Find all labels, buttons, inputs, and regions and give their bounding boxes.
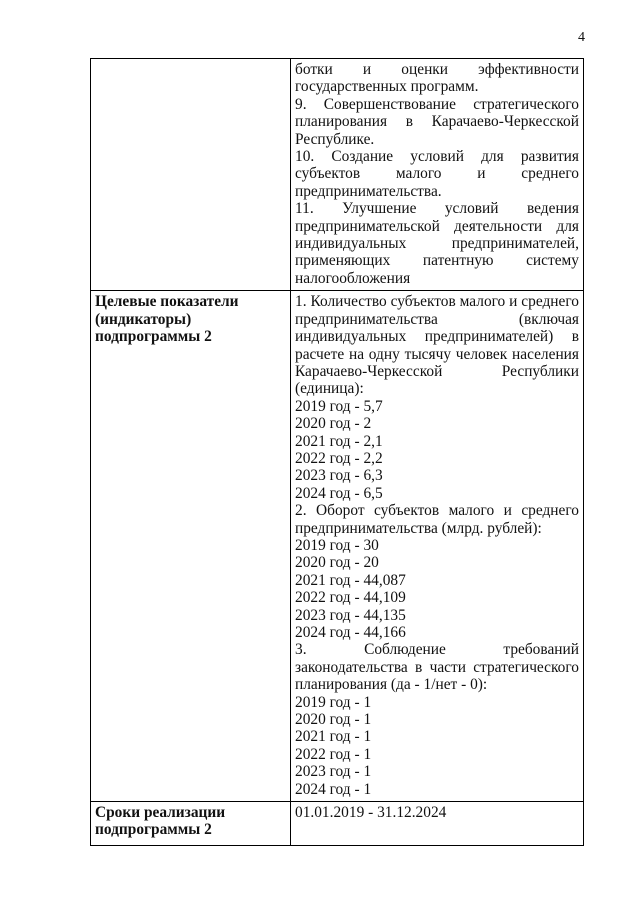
indicator-value: 2021 год - 44,087 [295,571,406,589]
indicator-value: 2022 год - 44,109 [295,589,406,607]
subprogram-passport-table [90,58,584,846]
indicator-value: 2020 год - 20 [295,554,379,572]
row-label-empty [91,59,291,291]
indicator-value: 2019 год - 1 [295,693,372,711]
row-label-timeline: Сроки реализации подпрограммы 2 [91,802,291,846]
task-item: 11. Улучшение условий ведения предпринимательской деятельности для индивидуальных предпринимателей, применяющих патентную систему налогообложения [295,200,579,287]
task-item: 9. Совершенствование стратегического планирования в Карачаево-Черкесской Республике. [295,95,579,148]
indicator-title: 1. Количество субъектов малого и среднего предпринимательства (включая индивидуальных предпринимателей) в расчете на одну тысячу человек населения Карачаево-Черкесской Республики (единица): [295,293,579,398]
indicator-value: 2024 год - 6,5 [295,484,383,502]
task-item: ботки и оценки эффективности государственных программ. [295,61,579,96]
table-row-timeline [91,802,584,846]
task-item: 10. Создание условий для развития субъектов малого и среднего предпринимательства. [295,148,579,200]
indicator-value: 2023 год - 44,135 [295,606,406,624]
indicator-value: 2023 год - 6,3 [295,467,383,485]
indicator-title: 3. Соблюдение требований законодательства в части стратегического планирования (да - 1/нет - 0): [295,641,579,694]
table-row-indicators [91,291,584,802]
indicator-value: 2021 год - 1 [295,728,372,746]
indicator-value: 2019 год - 5,7 [295,397,383,415]
indicator-title: 2. Оборот субъектов малого и среднего предпринимательства (млрд. рублей): [295,502,579,537]
indicator-value: 2022 год - 2,2 [295,449,383,467]
indicator-value: 2019 год - 30 [295,536,379,554]
indicators-list [291,291,584,802]
row-label-indicators: Целевые показатели (индикаторы) подпрограммы 2 [91,291,291,802]
table-row-tasks-continued [91,59,584,291]
indicator-value: 2021 год - 2,1 [295,432,383,450]
indicator-value: 2024 год - 1 [295,780,372,798]
indicator-value: 2020 год - 2 [295,415,372,433]
tasks-list [291,59,584,291]
page-number: 4 [578,30,585,45]
indicator-value: 2024 год - 44,166 [295,624,406,641]
timeline-value: 01.01.2019 - 31.12.2024 [291,802,584,846]
indicator-value: 2020 год - 1 [295,711,372,729]
indicator-value: 2022 год - 1 [295,745,372,763]
indicator-value: 2023 год - 1 [295,763,372,781]
